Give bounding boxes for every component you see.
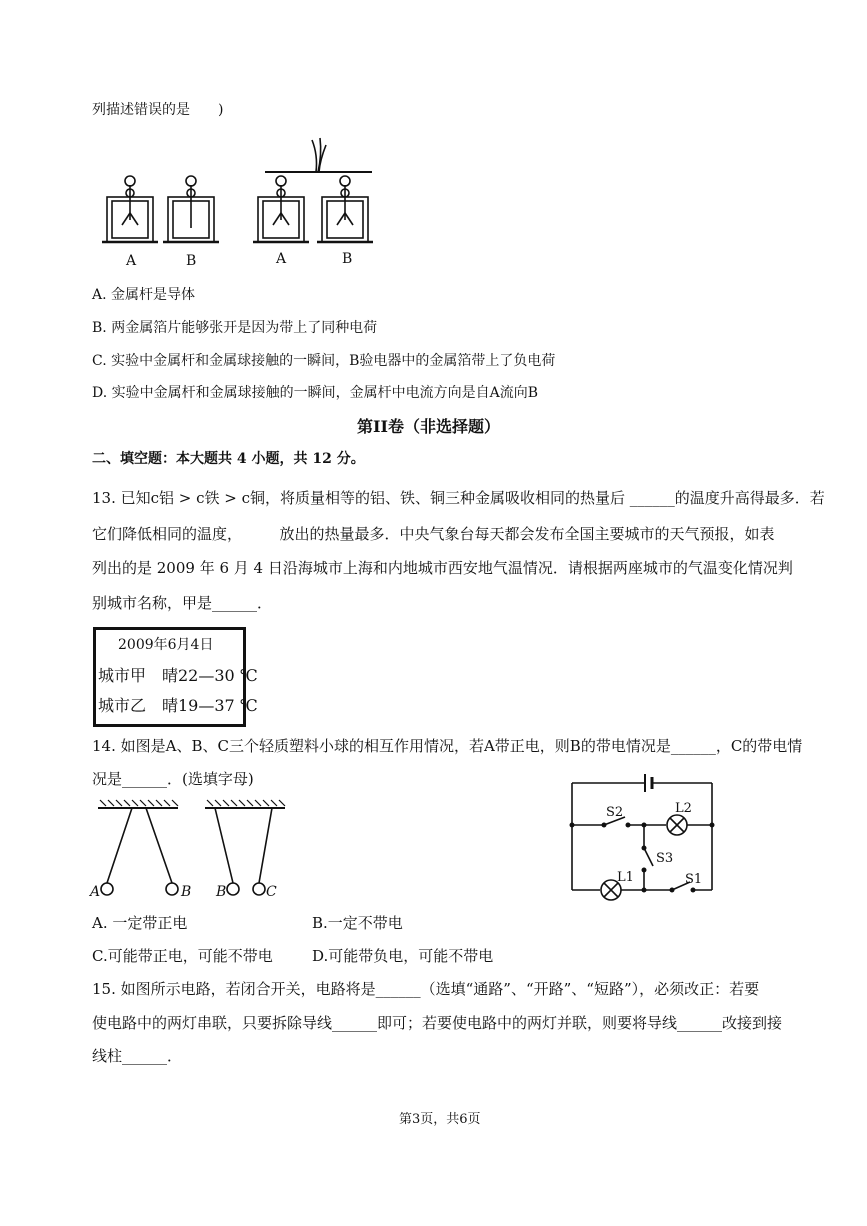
circuit-label-l2: L2 bbox=[675, 801, 692, 816]
q13-line1: 13. 已知c铝 > c铁 > c铜，将质量相等的铝、铁、铜三种金属吸收相同的热量后 ______的温度升高得最多．若 bbox=[92, 489, 825, 507]
q13-line4: 别城市名称，甲是______． bbox=[92, 594, 273, 612]
option-c: C. 实验中金属杆和金属球接触的一瞬间，B验电器中的金属箔带上了负电荷 bbox=[92, 353, 556, 369]
section-title: 第II卷（非选择题） bbox=[357, 417, 500, 436]
q14-line2: 况是______．(选填字母) bbox=[92, 770, 254, 788]
circuit-label-l1: L1 bbox=[617, 870, 634, 885]
option-b: B. 两金属箔片能够张开是因为带上了同种电荷 bbox=[92, 320, 378, 336]
page-footer: 第3页，共6页 bbox=[399, 1112, 481, 1127]
circuit-label-s1: S1 bbox=[685, 872, 703, 887]
option-d: D. 实验中金属杆和金属球接触的一瞬间，金属杆中电流方向是自A流向B bbox=[92, 385, 539, 401]
option-a: A. 金属杆是导体 bbox=[92, 287, 196, 303]
q14-line1: 14. 如图是A、B、C三个轻质塑料小球的相互作用情况，若A带正电，则B的带电情况是______，C的带电情 bbox=[92, 737, 803, 755]
question-intro: 列描述错误的是 ) bbox=[92, 102, 224, 118]
q14-option-d: D.可能带负电，可能不带电 bbox=[312, 947, 494, 965]
q13-line2: 它们降低相同的温度， 放出的热量最多．中央气象台每天都会发布全国主要城市的天气预报，如表 bbox=[92, 525, 775, 543]
q14-option-a: A. 一定带正电 bbox=[92, 914, 188, 932]
q14-option-c: C.可能带正电，可能不带电 bbox=[92, 947, 273, 965]
circuit-label-s3: S3 bbox=[656, 851, 674, 866]
ball-label-b1: B bbox=[181, 884, 192, 900]
weather-row-city-b: 城市乙 晴19—37 ℃ bbox=[98, 696, 258, 715]
weather-date: 2009年6月4日 bbox=[118, 637, 214, 653]
ball-label-c: C bbox=[266, 884, 277, 900]
figure-label-a2: A bbox=[276, 251, 287, 267]
section-heading: 二、填空题：本大题共 4 小题，共 12 分。 bbox=[92, 451, 365, 467]
figure-label-b1: B bbox=[186, 253, 197, 269]
q15-line2: 使电路中的两灯串联，只要拆除导线______即可；若要使电路中的两灯并联，则要将导线______改接到接 bbox=[92, 1014, 783, 1032]
ball-label-b2: B bbox=[216, 884, 227, 900]
q15-line3: 线柱______． bbox=[92, 1047, 183, 1065]
ball-label-a: A bbox=[90, 884, 101, 900]
q13-line3: 列出的是 2009 年 6 月 4 日沿海城市上海和内地城市西安地气温情况．请根据两座城市的气温变化情况判 bbox=[92, 559, 793, 577]
weather-row-city-a: 城市甲 晴22—30 ℃ bbox=[98, 666, 258, 685]
q15-line1: 15. 如图所示电路，若闭合开关，电路将是______（选填“通路”、“开路”、“短路”），必须改正：若要 bbox=[92, 980, 760, 998]
q14-option-b: B.一定不带电 bbox=[312, 914, 403, 932]
figure-label-a1: A bbox=[126, 253, 137, 269]
figure-label-b2: B bbox=[342, 251, 353, 267]
circuit-label-s2: S2 bbox=[606, 805, 624, 820]
